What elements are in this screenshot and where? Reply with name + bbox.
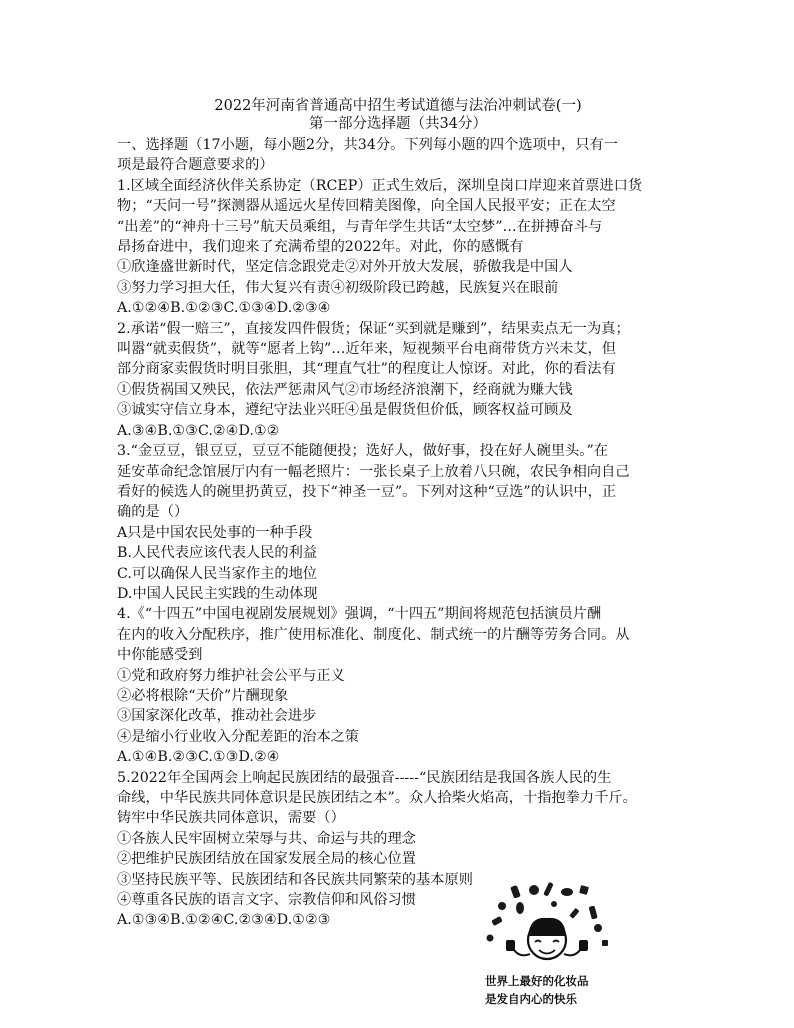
question-5-statement: ④尊重各民族的语言文字、宗教信仰和风俗习惯	[117, 892, 416, 909]
question-3-option-a: A只是中国农民处事的一种手段	[117, 524, 313, 541]
question-5-options: A.①③④B.①②④C.②③④D.①②③	[117, 912, 331, 929]
question-3-stem: 3.“金豆豆，银豆豆，豆豆不能随便投；选好人，做好事，投在好人碗里头。”在	[117, 443, 608, 460]
section-instruction: 项是最符合题意要求的）	[117, 157, 274, 174]
question-1-stem: “出差”的“神舟十三号”航天员乘组，与青年学生共话“太空梦”…在拼搏奋斗与	[117, 218, 603, 235]
question-2-stem: 2.承诺“假一赔三”，直接发四件假货；保证“买到就是赚到”，结果卖点无一为真；	[117, 320, 630, 337]
question-2-statement: ③诚实守信立身本，遵纪守法业兴旺④虽是假货但价低，顾客权益可顾及	[117, 402, 573, 419]
question-1-options: A.①②④B.①②③C.①③④D.②③④	[117, 300, 331, 317]
question-1-stem: 1.区域全面经济伙伴关系协定（RCEP）正式生效后，深圳皇岗口岸迎来首票进口货	[117, 177, 643, 194]
question-2-stem: 部分商家卖假货时明目张胆，其“理直气壮”的程度让人惊讶。对此，你的看法有	[117, 361, 616, 378]
question-3-stem: 看好的候选人的碗里扔黄豆，投下“神圣一豆”。下列对这种“豆选”的认识中，正	[117, 483, 617, 500]
sticker-caption	[485, 972, 645, 1008]
question-5-stem: 铸牢中华民族共同体意识，需要（）	[117, 810, 345, 827]
section-instruction: 一、选择题（17小题，每小题2分，共34分。下列每小题的四个选项中，只有一	[117, 137, 618, 153]
question-3-option-c: C.可以确保人民当家作主的地位	[117, 565, 318, 582]
question-1-stem: 物；“天问一号”探测器从遥远火星传回精美图像，向全国人民报平安；正在太空	[117, 198, 616, 215]
question-5-stem: 命线，中华民族共同体意识是民族团结之本”。众人拾柴火焰高，十指抱拳力千斤。	[117, 790, 637, 806]
question-4-statement: ①党和政府努力维护社会公平与正义	[117, 667, 345, 684]
question-4-statement: ③国家深化改革，推动社会进步	[117, 708, 317, 725]
question-5-stem: 5.2022年全国两会上响起民族团结的最强音-----“民族团结是我国各族人民的生	[117, 769, 612, 786]
question-1-statement: ③努力学习担大任，伟大复兴有责④初级阶段已跨越，民族复兴在眼前	[117, 279, 559, 296]
question-2-stem: 叫嚣“就卖假货”，就等“愿者上钩”…近年来，短视频平台电商带货方兴未艾，但	[117, 341, 617, 358]
question-4-stem: 4.《“十四五”中国电视剧发展规划》强调，“十四五”期间将规范包括演员片酬	[117, 606, 602, 623]
question-4-stem: 中你能感受到	[117, 647, 203, 664]
question-body	[117, 135, 681, 931]
question-1-statement: ①欣逢盛世新时代，坚定信念跟党走②对外开放大发展，骄傲我是中国人	[117, 259, 573, 276]
question-2-options: A.③④B.①③C.②④D.①②	[117, 422, 280, 439]
exam-title-main: 2022年河南省普通高中招生考试道德与法治冲刺试卷(一)	[214, 98, 582, 114]
question-3-stem: 延安革命纪念馆展厅内有一幅老照片：一张长桌子上放着八只碗，农民争相向自己	[117, 463, 630, 480]
question-3-option-d: D.中国人民民主实践的生动体现	[117, 585, 318, 602]
question-3-option-b: B.人民代表应该代表人民的利益	[117, 545, 318, 562]
question-5-statement: ③坚持民族平等、民族团结和各民族共同繁荣的基本原则	[117, 871, 473, 888]
question-4-statement: ④是缩小行业收入分配差距的治本之策	[117, 728, 360, 745]
question-2-statement: ①假货祸国又殃民，依法严惩肃风气②市场经济浪潮下，经商就为赚大钱	[117, 381, 573, 398]
exam-title	[118, 97, 678, 133]
question-4-statement: ②必将根除“天价”片酬现象	[117, 687, 289, 704]
sticker-caption-line: 世界上最好的化妆品	[485, 974, 589, 988]
exam-section-title: 第一部分选择题（共34分）	[309, 116, 487, 132]
question-5-statement: ①各族人民牢固树立荣辱与共、命运与共的理念	[117, 830, 416, 847]
question-5-statement: ②把维护民族团结放在国家发展全局的核心位置	[117, 851, 416, 868]
question-4-options: A.①④B.②③C.①③D.②④	[117, 749, 280, 766]
question-3-stem: 确的是（）	[117, 504, 189, 521]
question-4-stem: 在内的收入分配秩序，推广使用标准化、制度化、制式统一的片酬等劳务合同。从	[117, 626, 630, 643]
sticker-caption-line: 是发自内心的快乐	[485, 992, 577, 1006]
question-1-stem: 昂扬奋进中，我们迎来了充满希望的2022年。对此，你的感慨有	[117, 239, 524, 256]
